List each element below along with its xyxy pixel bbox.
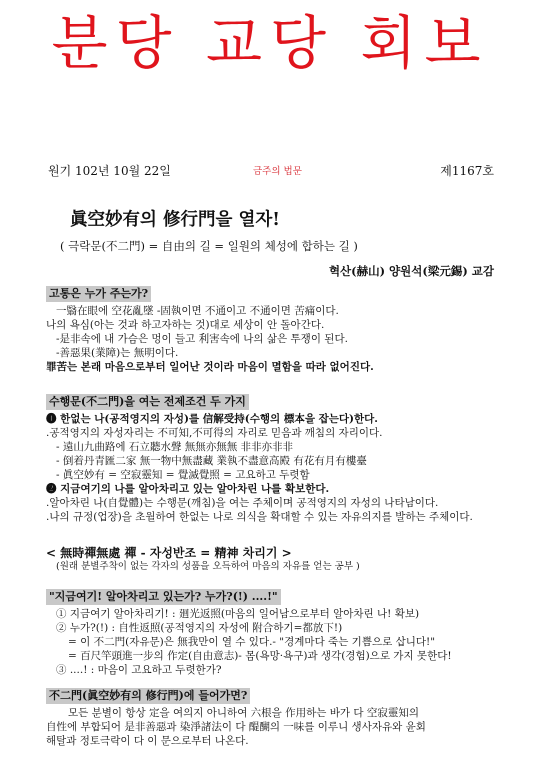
text-line: - 眞空妙有 = 空寂靈知 = 覺滅覺照 = 고요하고 두렷함	[56, 469, 310, 481]
section-heading: < 無時禪無處 禪 - 자성반조 = 精神 차리기 >	[46, 546, 292, 560]
text-line: -善惡果(業障)는 無明이다.	[56, 347, 179, 359]
section-heading: 수행문(不二門)을 여는 전제조건 두 가지	[46, 394, 249, 410]
text-line: -是非속에 내 가슴은 멍이 들고 利害속에 나의 삶은 투쟁이 된다.	[56, 333, 348, 345]
masthead-title: 분당 교당 회보	[51, 9, 489, 77]
text-line: (원래 분별주착이 없는 각자의 성품을 오득하여 마음의 자유를 얻는 공부 )	[56, 561, 360, 572]
section-preconditions	[46, 394, 508, 524]
section-zen	[46, 546, 508, 574]
article-subtitle: ( 극락문(不二門) = 自由의 길 = 일원의 체성에 합하는 길 )	[60, 239, 358, 253]
issue-date: 원기 102년 10월 22일	[48, 164, 171, 178]
text-line: 모든 분별이 항상 定을 여의지 아니하여 六根을 作用하는 바가 다 空寂靈知의	[68, 707, 420, 719]
text-line: 나의 욕심(아는 것과 하고자하는 것)대로 세상이 안 돌아간다.	[46, 319, 325, 331]
article-author: 혁산(赫山) 양원석(梁元錫) 교감	[328, 264, 494, 278]
issue-number: 제1167호	[440, 164, 494, 178]
text-line: - 倒着丹青匯二家 無一物中無盡藏 業執不盡意高殿 有花有月有樓臺	[56, 455, 367, 467]
text-line: = 百尺竿頭進一步의 作定(自由意志)- 몸(욕망·욕구)과 생각(경험)으로 가지 못한다!	[68, 650, 452, 662]
section-heading: "지금여기! 알아차리고 있는가? 누가?(!) ....!"	[46, 589, 281, 605]
text-line: 自性에 부합되어 是非善惡과 染淨諸法이 다 醍醐의 一味를 이루니 생사자유와 윤회	[46, 721, 426, 733]
text-line: ① 지금여기 알아차리기! : 廻光返照(마음의 일어남으로부터 알아차린 나! 확보)	[56, 608, 420, 620]
section-suffering	[46, 286, 508, 374]
text-line: .나의 규정(업장)을 초월하여 한없는 나로 의식을 확대할 수 있는 자유의지를 발하는 주체이다.	[46, 511, 473, 523]
section-heading: 不二門(眞空妙有의 修行門)에 들어가면?	[46, 688, 250, 704]
text-line: 一翳在眼에 空花亂墜 -固執이면 不通이고 不通이면 苦痛이다.	[56, 305, 339, 317]
section-tag: 금주의 법문	[253, 166, 302, 177]
text-line: - 遠山九曲路에 石立聽水聲 無無亦無無 非非亦非非	[56, 441, 294, 453]
section-awareness	[46, 589, 508, 677]
article-title: 眞空妙有의 修行門을 열자!	[70, 210, 280, 230]
text-line: ❶ 한없는 나(공적영지의 자성)를 信解受持(수행의 標本을 잡는다)한다.	[46, 413, 378, 425]
issue-info	[48, 162, 494, 182]
text-line: .알아차린 나(自覺體)는 수행문(깨침)을 여는 주체이며 공적영지의 자성의 나타남이다.	[46, 497, 439, 509]
section-heading: 고통은 누가 주는가?	[46, 286, 151, 302]
text-line: .공적영지의 자성자리는 不可知,不可得의 자리로 믿음과 깨침의 자리이다.	[46, 427, 383, 439]
text-line: = 이 不二門(자유문)은 無我만이 열 수 있다.- "경계마다 죽는 기쁨으로 삽니다!"	[68, 636, 436, 648]
text-line: ❷ 지금여기의 나를 알아차리고 있는 알아차린 나를 확보한다.	[46, 483, 330, 495]
section-nondual-gate	[46, 688, 508, 748]
text-line: 罪苦는 본래 마음으로부터 일어난 것이라 마음이 멸함을 따라 없어진다.	[46, 361, 374, 373]
text-line: ② 누가?(!) : 自性返照(공적영지의 자성에 附合하기=都放下!)	[56, 622, 343, 634]
text-line: 해탈과 정토극락이 다 이 문으로부터 나온다.	[46, 735, 249, 747]
text-line: ③ ....! : 마음이 고요하고 두렷한가?	[56, 664, 222, 676]
